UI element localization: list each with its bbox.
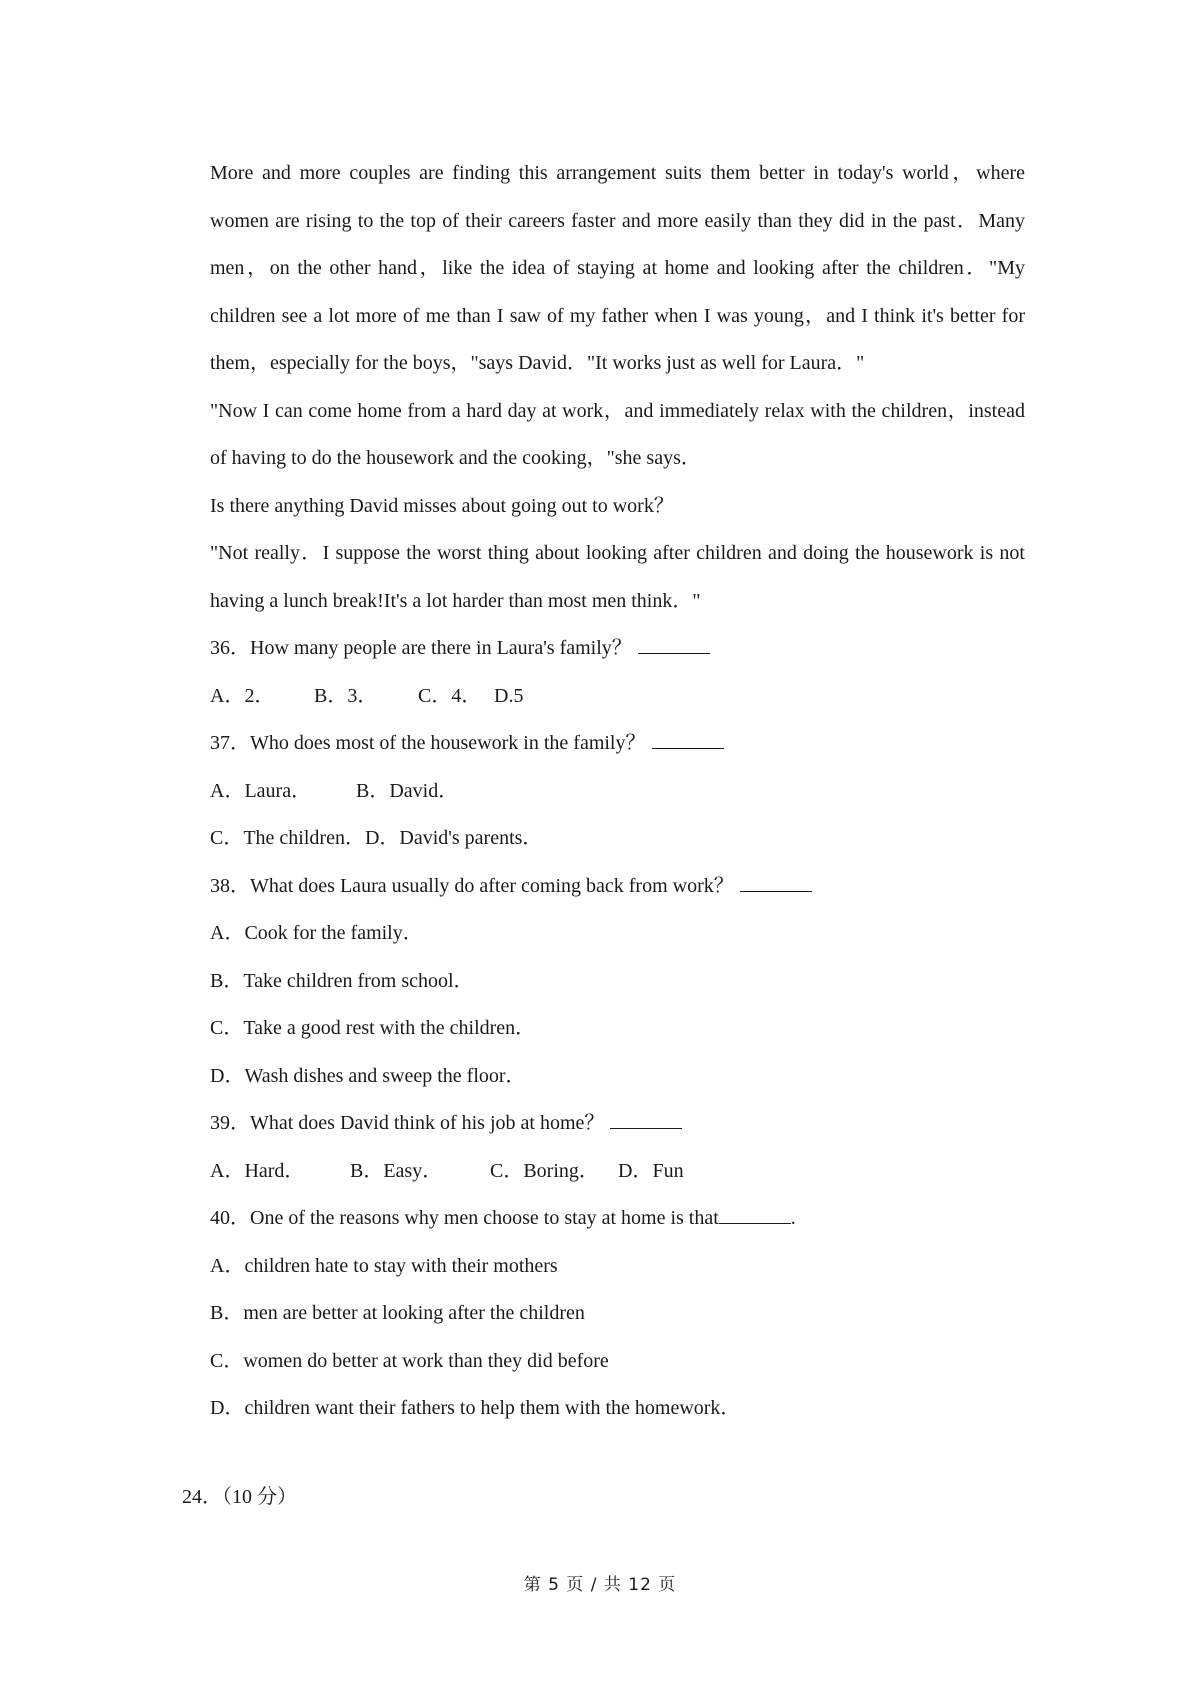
- question-39-options: [210, 1148, 1025, 1196]
- option-b: B．men are better at looking after the children: [210, 1302, 585, 1324]
- answer-blank: [610, 1110, 682, 1129]
- question-39: [210, 1100, 1025, 1148]
- option-b: B．Easy．: [350, 1159, 443, 1182]
- option-a: A．Cook for the family．: [210, 922, 423, 944]
- question-40-stem-end: .: [790, 1207, 796, 1229]
- reading-passage: [210, 150, 1025, 1433]
- option-d: D.5: [494, 684, 524, 707]
- option-d: D．Wash dishes and sweep the floor．: [210, 1064, 526, 1087]
- question-36-stem: 36．How many people are there in Laura's family？: [210, 637, 632, 659]
- option-a: A．children hate to stay with their mothers: [210, 1254, 558, 1277]
- option-b: B．Take children from school．: [210, 969, 474, 992]
- page-footer: 第 5 页 / 共 12 页: [523, 1575, 677, 1595]
- question-37-options-row-1: [210, 768, 1025, 816]
- answer-blank: [740, 873, 812, 892]
- answer-blank: [719, 1205, 791, 1224]
- option-b: B．David．: [356, 779, 459, 802]
- question-38: [210, 863, 1025, 911]
- question-40-stem: 40．One of the reasons why men choose to stay at home is that: [210, 1207, 719, 1229]
- option-c: C．Boring．: [490, 1159, 599, 1182]
- option-c: C．The children．: [210, 827, 365, 849]
- passage-paragraph-1: More and more couples are finding this arrangement suits them better in today's world，where women are rising to the top of their careers faster and more easily than they did in the past．Many men，on the other hand，like the idea of staying at home and looking after the children．"My children see a lot more of me than I saw of my father when I was young，and I think it's better for them，especially for the boys，"says David．"It works just as well for Laura．": [210, 162, 1025, 374]
- answer-blank: [652, 730, 724, 749]
- passage-paragraph-2: "Now I can come home from a hard day at work，and immediately relax with the children，instead of having to do the housework and the cooking，"she says．: [210, 399, 1025, 469]
- option-c: C．4．: [418, 684, 482, 707]
- option-a: A．Hard．: [210, 1159, 305, 1182]
- question-40: [210, 1195, 1025, 1243]
- option-d: D．Fun: [618, 1159, 684, 1182]
- option-c: C．Take a good rest with the children．: [210, 1017, 536, 1039]
- question-36: [210, 625, 1025, 673]
- option-b: B．3．: [314, 684, 378, 707]
- question-37: [210, 720, 1025, 768]
- answer-blank: [638, 635, 710, 654]
- question-24-heading: 24．（10 分）: [182, 1486, 297, 1508]
- option-c: C．women do better at work than they did before: [210, 1349, 609, 1372]
- option-d: D．David's parents．: [364, 827, 543, 849]
- question-37-options-row-2: [210, 815, 1025, 863]
- question-37-stem: 37．Who does most of the housework in the family？: [210, 732, 646, 754]
- option-a: A．Laura．: [210, 779, 312, 802]
- passage-paragraph-4: "Not really．I suppose the worst thing about looking after children and doing the housework is not having a lunch break!It's a lot harder than most men think．": [210, 542, 1025, 612]
- question-39-stem: 39．What does David think of his job at home？: [210, 1112, 605, 1134]
- question-36-options: [210, 673, 1025, 721]
- passage-paragraph-3: Is there anything David misses about going out to work？: [210, 494, 674, 517]
- option-a: A．2．: [210, 684, 275, 707]
- question-38-stem: 38．What does Laura usually do after coming back from work？: [210, 874, 734, 897]
- option-d: D．children want their fathers to help them with the homework．: [210, 1397, 741, 1419]
